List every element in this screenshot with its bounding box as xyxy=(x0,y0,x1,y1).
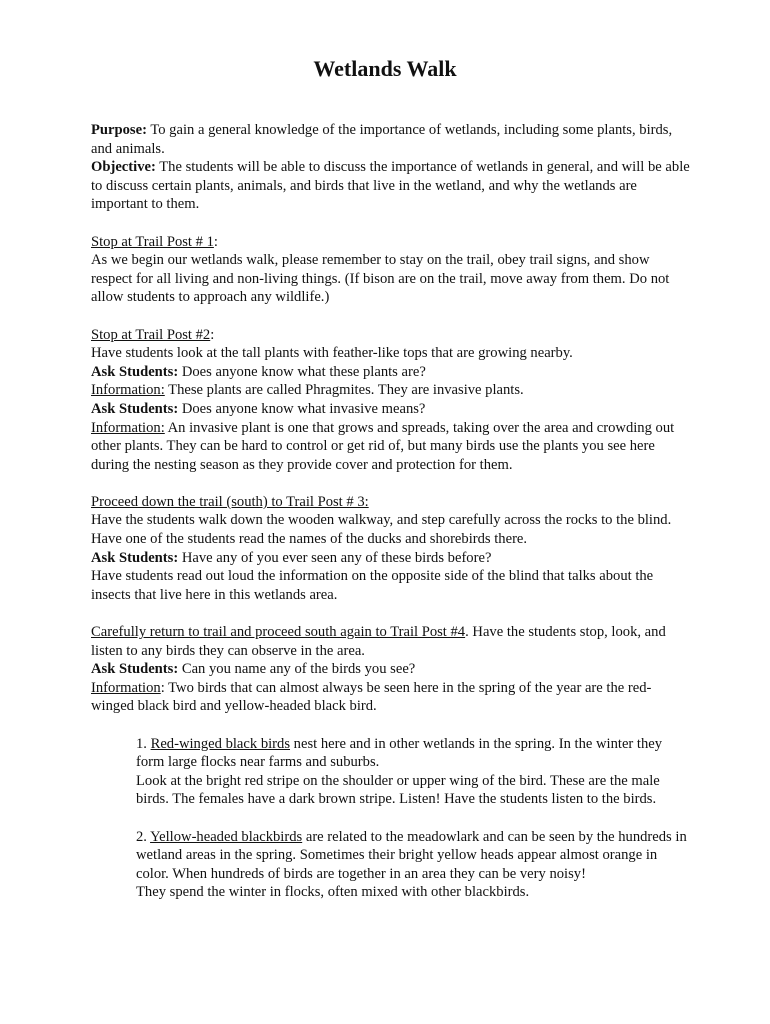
bird-name: Yellow-headed blackbirds xyxy=(150,828,303,845)
ask-text: Have any of you ever seen any of these birds before? xyxy=(178,549,492,566)
objective-label: Objective: xyxy=(91,159,156,176)
bird-item-yellow-headed xyxy=(136,828,691,884)
purpose-paragraph xyxy=(91,121,691,158)
post3-closing: Have students read out loud the information on the opposite side of the blind that talks about the insects that live here in this wetlands area. xyxy=(91,568,654,603)
spacer xyxy=(91,307,691,326)
post4-info xyxy=(91,679,691,716)
post3-heading xyxy=(91,493,691,512)
bird-text: nest here and in other wetlands in the spring. In the winter they form large flocks near farms and suburbs. xyxy=(136,735,663,771)
post1-heading-text: Stop at Trail Post # 1 xyxy=(91,233,214,250)
post3-intro: Have the students walk down the wooden walkway, and step carefully across the rocks to the blind. Have one of the students read the names of the ducks and shorebirds there. xyxy=(91,512,672,548)
post2-ask1 xyxy=(91,363,691,382)
post2-intro: Have students look at the tall plants with feather-like tops that are growing nearby. xyxy=(91,345,573,362)
bird-list xyxy=(91,735,691,902)
info-label: Information: xyxy=(91,419,165,436)
bird-extra: They spend the winter in flocks, often mixed with other blackbirds. xyxy=(136,884,530,901)
bird-text: are related to the meadowlark and can be seen by the hundreds in wetland areas in the spring. Sometimes their bright yellow heads appear almost orange in color. When hundreds of birds are together in an area they can be very noisy! xyxy=(136,828,687,882)
ask-text: Does anyone know what these plants are? xyxy=(178,363,426,380)
bird-number: 1. xyxy=(136,735,151,752)
ask-text: Can you name any of the birds you see? xyxy=(178,661,416,678)
ask-label: Ask Students: xyxy=(91,400,179,417)
post3-ask xyxy=(91,549,691,568)
page-title: Wetlands Walk xyxy=(313,56,457,81)
bird-extra: Look at the bright red stripe on the shoulder or upper wing of the bird. These are the male birds. The females have a dark brown stripe. Listen! Have the students listen to the birds. xyxy=(136,772,660,808)
objective-paragraph xyxy=(91,158,691,214)
post2-heading-text: Stop at Trail Post #2 xyxy=(91,326,211,343)
info-text: : Two birds that can almost always be seen here in the spring of the year are the red-winged black bird and yellow-headed black bird. xyxy=(91,679,652,715)
info-label: Information xyxy=(91,679,161,696)
post4-ask xyxy=(91,660,691,679)
ask-label: Ask Students: xyxy=(91,363,179,380)
post2-ask2 xyxy=(91,400,691,419)
info-text: These plants are called Phragmites. They are invasive plants. xyxy=(164,382,524,399)
post2-heading xyxy=(91,326,691,345)
spacer xyxy=(91,474,691,493)
post4-heading-text: Carefully return to trail and proceed south again to Trail Post #4 xyxy=(91,624,466,641)
post1-heading-colon: : xyxy=(213,233,218,250)
info-text: An invasive plant is one that grows and spreads, taking over the area and crowding out other plants. They can be hard to control or get rid of, but many birds use the plants you see here during the nesting season as they provide cover and protection for them. xyxy=(91,419,675,473)
post1-text: As we begin our wetlands walk, please remember to stay on the trail, obey trail signs, and show respect for all living and non-living things. (If bison are on the trail, move away from them. Do not allow students to approach any wildlife.) xyxy=(91,252,670,306)
spacer xyxy=(91,604,691,623)
bird-name: Red-winged black birds xyxy=(150,735,291,752)
post1-heading xyxy=(91,233,691,252)
post3-heading-text: Proceed down the trail (south) to Trail Post # 3: xyxy=(91,493,369,510)
purpose-label: Purpose: xyxy=(91,122,147,138)
spacer xyxy=(136,809,691,828)
bird-number: 2. xyxy=(136,828,151,845)
bird-item-red-winged xyxy=(136,735,691,772)
ask-label: Ask Students: xyxy=(91,549,179,566)
document-body xyxy=(91,121,691,902)
ask-label: Ask Students: xyxy=(91,661,179,678)
info-label: Information: xyxy=(91,382,165,399)
post4-heading xyxy=(91,623,691,660)
post2-heading-colon: : xyxy=(210,326,215,343)
objective-text: The students will be able to discuss the importance of wetlands in general, and will be able to discuss certain plants, animals, and birds that live in the wetland, and why the wetlands are important to them. xyxy=(91,159,690,213)
post4-heading-tail: . Have the students stop, look, and listen to any birds they can observe in the area. xyxy=(91,624,666,659)
spacer xyxy=(91,214,691,233)
ask-text: Does anyone know what invasive means? xyxy=(178,400,426,417)
post2-info2 xyxy=(91,419,691,475)
purpose-text: To gain a general knowledge of the importance of wetlands, including some plants, birds, and animals. xyxy=(91,122,673,157)
post2-info1 xyxy=(91,381,691,400)
spacer xyxy=(91,716,691,735)
